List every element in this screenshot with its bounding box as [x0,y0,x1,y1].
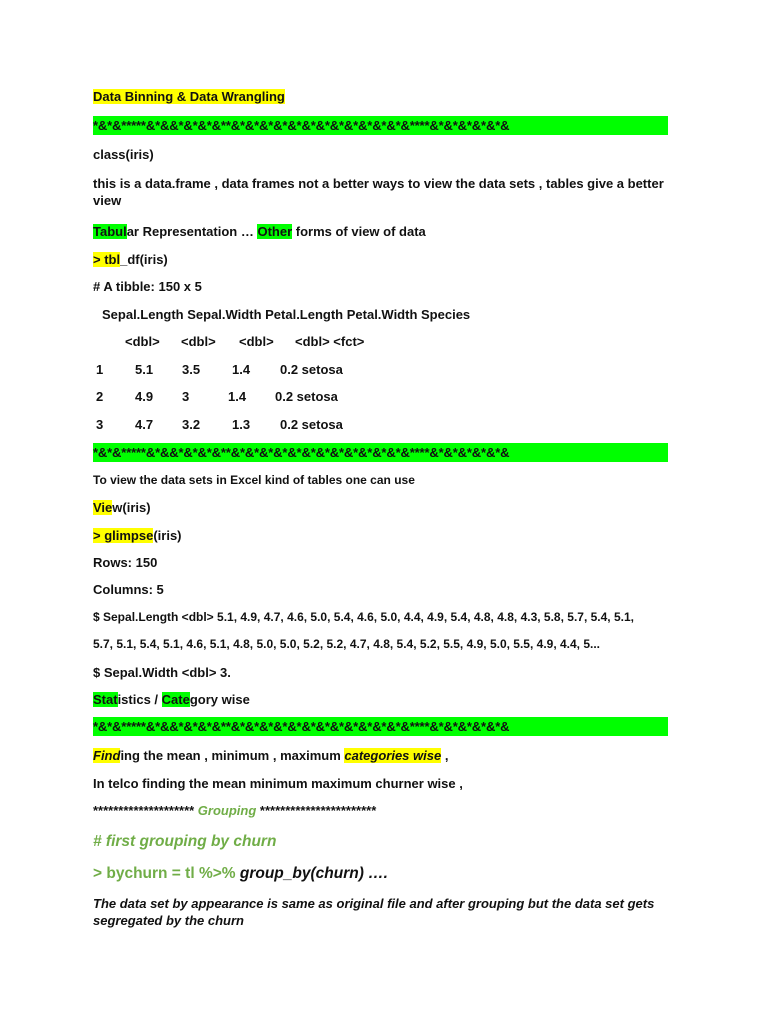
view-command: View(iris) [93,500,151,515]
statistics-category-line: Statistics / Category wise [93,692,250,707]
finding-line: Finding the mean , minimum , maximum categories wise , [93,748,449,763]
document-title: Data Binning & Data Wrangling [93,89,285,104]
glimpse-command: > glimpse(iris) [93,528,182,543]
description-paragraph: this is a data.frame , data frames not a better ways to view the data sets , tables give a better view [93,176,664,208]
type-header-row: <dbl> <dbl> <dbl> <dbl> <fct> [125,334,365,349]
table-row: 1 5.1 3.5 1.4 0.2 setosa [96,362,343,377]
grouping-heading: ******************** Grouping *********************** [93,803,377,818]
tibble-info: # A tibble: 150 x 5 [93,279,202,294]
separator-line: *&*&*****&*&&*&*&*&**&*&*&*&*&*&*&*&*&*&*&*&*&****&*&*&*&*&*& [93,717,668,736]
tbl-df-command: > tbl_df(iris) [93,252,168,267]
bychurn-command: > bychurn = tl %>% group_by(churn) …. [93,865,388,882]
telco-line: In telco finding the mean minimum maximum churner wise , [93,776,463,791]
sepal-length-values: $ Sepal.Length <dbl> 5.1, 4.9, 4.7, 4.6, 5.0, 5.4, 4.6, 5.0, 4.4, 4.9, 5.4, 4.8, 4.8, 4.3, 5.8, 5.7, 5.4, 5.1, [93,610,634,624]
table-row: 3 4.7 3.2 1.3 0.2 setosa [96,417,343,432]
separator-line: *&*&*****&*&&*&*&*&**&*&*&*&*&*&*&*&*&*&*&*&*&****&*&*&*&*&*& [93,443,668,462]
sepal-length-values-continued: 5.7, 5.1, 5.4, 5.1, 4.6, 5.1, 4.8, 5.0, 5.0, 5.2, 5.2, 4.7, 4.8, 5.4, 5.2, 5.5, 4.9, 5.0, 5.5, 4.9, 4.4, 5... [93,637,601,651]
sepal-width-values: $ Sepal.Width <dbl> 3. [93,665,231,680]
rows-count: Rows: 150 [93,555,158,570]
tabular-representation-line: Tabular Representation … Other forms of view of data [93,224,426,239]
table-row: 2 4.9 3 1.4 0.2 setosa [96,389,338,404]
first-grouping-comment: # first grouping by churn [93,833,277,850]
class-command: class(iris) [93,147,154,162]
columns-count: Columns: 5 [93,582,164,597]
final-note-paragraph: The data set by appearance is same as original file and after grouping but the data set gets segregated by the churn [93,896,655,928]
separator-line: *&*&*****&*&&*&*&*&**&*&*&*&*&*&*&*&*&*&*&*&*&****&*&*&*&*&*& [93,116,668,135]
excel-view-line: To view the data sets in Excel kind of tables one can use [93,473,415,487]
column-header-row: Sepal.Length Sepal.Width Petal.Length Petal.Width Species [102,307,471,322]
